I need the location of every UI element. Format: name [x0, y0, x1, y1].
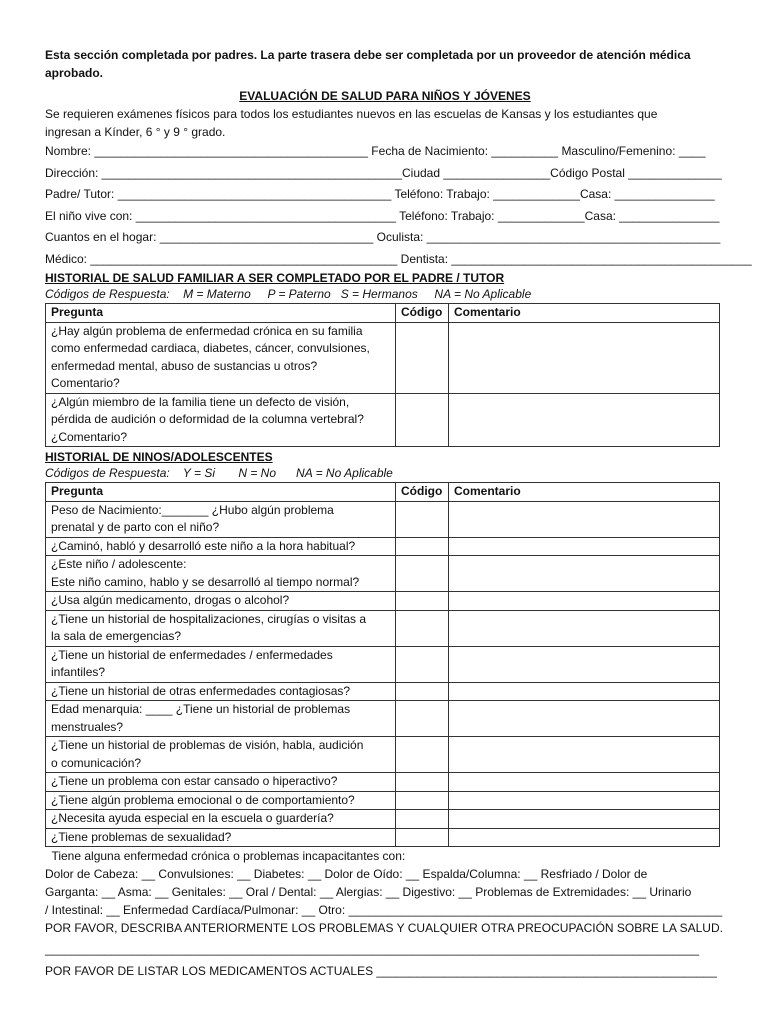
- table-row: [46, 791, 720, 810]
- question-text: ¿Algún miembro de la familia tiene un defecto de visión,: [51, 394, 350, 409]
- question-text: ¿Caminó, habló y desarrolló este niño a la hora habitual?: [51, 538, 356, 553]
- comment-header: Comentario: [449, 304, 720, 323]
- table-row: [46, 501, 720, 537]
- code-header: Código: [396, 304, 449, 323]
- table-row: [46, 610, 720, 646]
- comment-cell[interactable]: [449, 556, 720, 592]
- comment-cell[interactable]: [449, 810, 720, 829]
- code-cell[interactable]: [396, 682, 449, 701]
- doctor-dentist-field[interactable]: Médico: ______________________________________________ Dentista: _____________________________________________: [45, 251, 752, 266]
- question-text: Peso de Nacimiento:_______ ¿Hubo algún problema: [51, 502, 334, 517]
- table-row: [46, 537, 720, 556]
- code-cell[interactable]: [396, 773, 449, 792]
- question-text: infantiles?: [51, 665, 106, 679]
- code-cell[interactable]: [396, 393, 449, 447]
- table-row: [46, 556, 720, 592]
- table-row: [46, 828, 720, 847]
- household-oculist-field[interactable]: Cuantos en el hogar: ________________________________ Oculista: ____________________________________________: [45, 230, 721, 244]
- child-response-codes: Códigos de Respuesta: Y = Si N = No NA = No Aplicable: [45, 466, 393, 480]
- question-text: enfermedad mental, abuso de sustancias u otros?: [51, 358, 318, 373]
- code-cell[interactable]: [396, 556, 449, 592]
- comment-cell[interactable]: [449, 791, 720, 810]
- question-text: o comunicación?: [51, 755, 142, 770]
- question-cell: [46, 610, 396, 646]
- question-text: pérdida de audición o deformidad de la columna vertebral?: [51, 412, 364, 426]
- requirement-line-1: Se requieren exámenes físicos para todos los estudiantes nuevos en las escuelas de Kansas y los estudiantes que: [45, 107, 658, 121]
- chronic-line-2[interactable]: Garganta: __ Asma: __ Genitales: __ Oral / Dental: __ Alergias: __ Digestivo: __ Problemas de Extremidades: __ Urinario: [45, 885, 692, 899]
- code-cell[interactable]: [396, 501, 449, 537]
- question-text: ¿Comentario?: [51, 429, 128, 444]
- comment-cell[interactable]: [449, 393, 720, 447]
- family-response-codes: Códigos de Respuesta: M = Materno P = Paterno S = Hermanos NA = No Aplicable: [45, 287, 532, 301]
- code-cell[interactable]: [396, 537, 449, 556]
- table-row: [46, 737, 720, 773]
- parent-phone-field[interactable]: Padre/ Tutor: _________________________________________ Teléfono: Trabajo: _____________Casa: _______________: [45, 187, 715, 201]
- question-text: Comentario?: [51, 376, 120, 390]
- table-row: [46, 701, 720, 737]
- comment-cell[interactable]: [449, 701, 720, 737]
- family-history-heading: HISTORIAL DE SALUD FAMILIAR A SER COMPLETADO POR EL PADRE / TUTOR: [45, 271, 505, 285]
- comment-cell[interactable]: [449, 610, 720, 646]
- question-text: menstruales?: [51, 719, 124, 734]
- describe-instruction: POR FAVOR, DESCRIBA ANTERIORMENTE LOS PROBLEMAS Y CUALQUIER OTRA PREOCUPACIÓN SOBRE LA SALUD.: [45, 921, 723, 935]
- address-field[interactable]: Dirección: _____________________________________________Ciudad ________________Código Postal ______________: [45, 165, 722, 180]
- question-text: ¿Tiene un historial de otras enfermedades contagiosas?: [51, 683, 351, 698]
- question-cell: [46, 646, 396, 682]
- question-text: ¿Tiene un historial de enfermedades / enfermedades: [51, 647, 333, 662]
- table-row: [46, 592, 720, 611]
- code-cell[interactable]: [396, 810, 449, 829]
- question-cell: [46, 701, 396, 737]
- code-cell[interactable]: [396, 791, 449, 810]
- comment-cell[interactable]: [449, 828, 720, 847]
- question-text: ¿Tiene algún problema emocional o de comportamiento?: [51, 792, 355, 807]
- question-text: como enfermedad cardiaca, diabetes, cáncer, convulsiones,: [51, 341, 370, 355]
- comment-cell[interactable]: [449, 592, 720, 611]
- child-history-heading: HISTORIAL DE NINOS/ADOLESCENTES: [45, 450, 273, 464]
- question-header: Pregunta: [46, 483, 396, 502]
- question-text: ¿Tiene un historial de problemas de visión, habla, audición: [51, 738, 364, 752]
- question-text: ¿Tiene un historial de hospitalizaciones, cirugías o visitas a: [51, 611, 367, 626]
- table-row: [46, 393, 720, 447]
- code-cell[interactable]: [396, 646, 449, 682]
- question-cell: [46, 682, 396, 701]
- question-cell: [46, 322, 396, 393]
- table-row: [46, 646, 720, 682]
- question-text: Edad menarquia: ____ ¿Tiene un historial de problemas: [51, 702, 351, 716]
- code-cell[interactable]: [396, 592, 449, 611]
- comment-cell[interactable]: [449, 737, 720, 773]
- question-cell: [46, 737, 396, 773]
- medications-field[interactable]: POR FAVOR DE LISTAR LOS MEDICAMENTOS ACTUALES ___________________________________________________: [45, 964, 717, 978]
- question-cell: [46, 393, 396, 447]
- table-row: [46, 682, 720, 701]
- question-text: ¿Tiene un problema con estar cansado o hiperactivo?: [51, 774, 338, 788]
- code-cell[interactable]: [396, 610, 449, 646]
- code-cell[interactable]: [396, 322, 449, 393]
- comment-cell[interactable]: [449, 773, 720, 792]
- question-text: Este niño camino, hablo y se desarrolló al tiempo normal?: [51, 574, 360, 589]
- table-row: [46, 322, 720, 393]
- table-row: [46, 773, 720, 792]
- question-header: Pregunta: [46, 304, 396, 323]
- question-cell: [46, 592, 396, 611]
- question-text: ¿Usa algún medicamento, drogas o alcohol?: [51, 593, 290, 607]
- question-cell: [46, 810, 396, 829]
- comment-cell[interactable]: [449, 501, 720, 537]
- question-cell: [46, 501, 396, 537]
- code-cell[interactable]: [396, 701, 449, 737]
- name-dob-sex-field[interactable]: Nombre: _________________________________________ Fecha de Nacimiento: __________ Masculino/Femenino: ____: [45, 144, 706, 158]
- question-text: prenatal y de parto con el niño?: [51, 520, 220, 534]
- question-text: la sala de emergencias?: [51, 629, 182, 643]
- lives-with-field[interactable]: El niño vive con: _______________________________________ Teléfono: Trabajo: _____________Casa: _______________: [45, 208, 720, 223]
- code-header: Código: [396, 483, 449, 502]
- comment-header: Comentario: [449, 483, 720, 502]
- intro-note: Esta sección completada por padres. La parte trasera debe ser completada por un proveedor de atención médica aprobado.: [45, 48, 691, 80]
- comment-cell[interactable]: [449, 322, 720, 393]
- chronic-line-1[interactable]: Dolor de Cabeza: __ Convulsiones: __ Diabetes: __ Dolor de Oído: __ Espalda/Columna: __ Resfriado / Dolor de: [45, 867, 648, 881]
- comment-cell[interactable]: [449, 646, 720, 682]
- question-text: ¿Necesita ayuda especial en la escuela o guardería?: [51, 811, 334, 825]
- family-history-table: [45, 303, 720, 447]
- chronic-intro: Tiene alguna enfermedad crónica o problemas incapacitantes con:: [45, 849, 406, 863]
- comment-cell[interactable]: [449, 682, 720, 701]
- chronic-line-3[interactable]: / Intestinal: __ Enfermedad Cardíaca/Pulmonar: __ Otro: ________________________________________________________: [45, 903, 723, 917]
- requirement-line-2: ingresan a Kínder, 6 ° y 9 ° grado.: [45, 125, 226, 139]
- question-cell: [46, 791, 396, 810]
- question-cell: [46, 773, 396, 792]
- code-cell[interactable]: [396, 828, 449, 847]
- question-cell: [46, 828, 396, 847]
- question-cell: [46, 537, 396, 556]
- comment-cell[interactable]: [449, 537, 720, 556]
- child-history-table: [45, 482, 720, 847]
- table-row: [46, 810, 720, 829]
- code-cell[interactable]: [396, 737, 449, 773]
- describe-blank-line[interactable]: __________________________________________________________________________________________________: [45, 942, 700, 956]
- question-text: ¿Hay algún problema de enfermedad crónica en su familia: [51, 323, 363, 338]
- question-text: ¿Tiene problemas de sexualidad?: [51, 829, 232, 844]
- question-cell: [46, 556, 396, 592]
- health-form-page: [45, 46, 752, 980]
- question-text: ¿Este niño / adolescente:: [51, 557, 187, 571]
- form-title: EVALUACIÓN DE SALUD PARA NIÑOS Y JÓVENES: [239, 89, 531, 103]
